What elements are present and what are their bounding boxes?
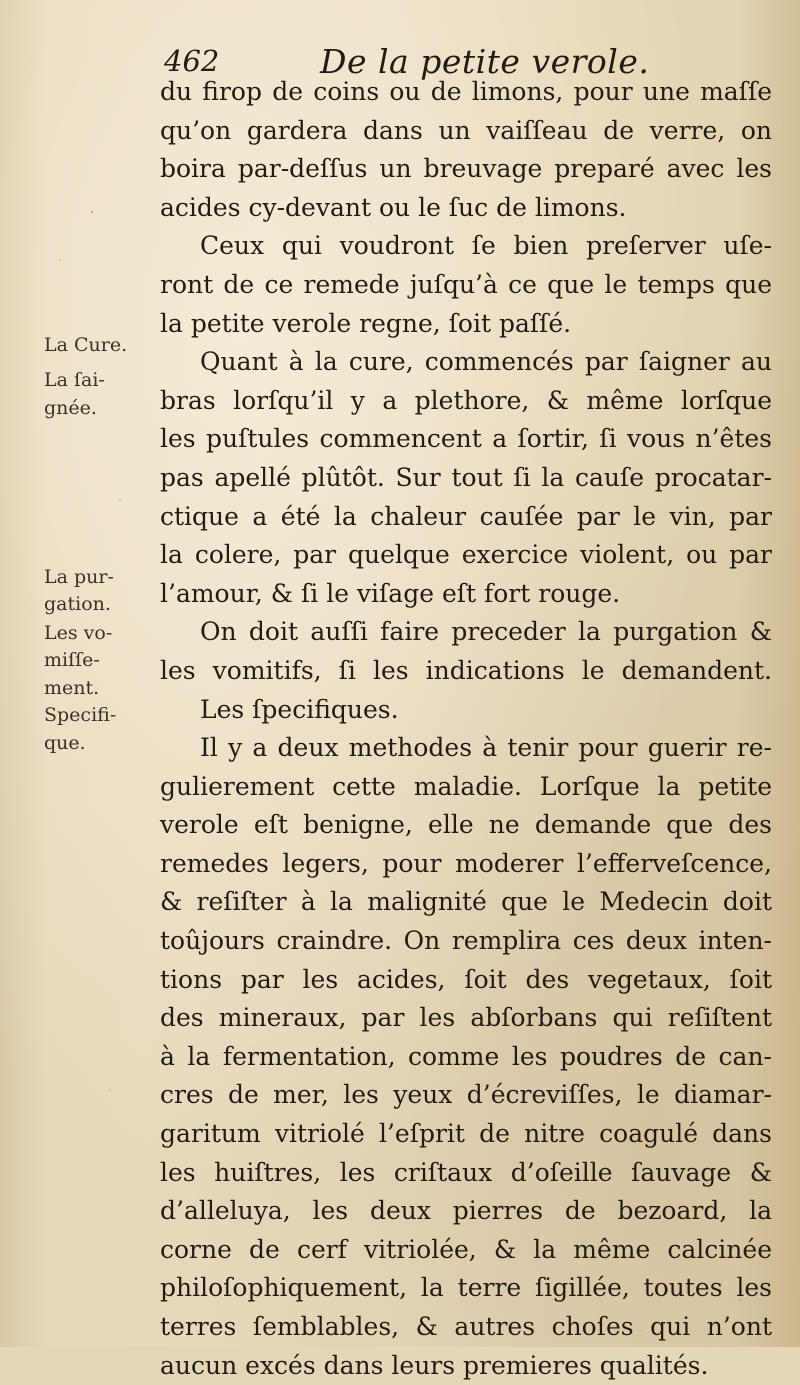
- page-number: 462: [164, 44, 220, 78]
- text-line: bras lorſqu’il y a plethore, & même lorſque: [160, 385, 772, 415]
- text-line: Quant à la cure, commencés par ſaigner au: [200, 347, 772, 377]
- text-line: tions par les acides, ſoit des vegetaux, ſoit: [160, 964, 772, 994]
- marginal-note: Les vo-: [44, 622, 113, 644]
- marginal-note: ment.: [44, 677, 100, 699]
- marginal-note: La ſai-: [44, 369, 105, 391]
- text-line: garitum vitriolé l’eſprit de nitre coagulé dans: [160, 1119, 772, 1149]
- text-line: l’amour, & ſi le viſage eſt fort rouge.: [160, 578, 621, 608]
- text-line: la petite verole regne, ſoit paſſé.: [160, 308, 572, 338]
- text-line: acides cy-devant ou le ſuc de limons.: [160, 192, 627, 222]
- marginal-note: Specifi-: [44, 704, 117, 726]
- text-line: & reſiſter à la malignité que le Medecin doit: [160, 887, 772, 917]
- text-line: On doit auſſi faire preceder la purgation &: [200, 617, 772, 647]
- text-line: gulierement cette maladie. Lorſque la petite: [160, 771, 772, 801]
- text-line: du firop de coins ou de limons, pour une maſſe: [160, 77, 772, 106]
- text-line: des mineraux, par les abſorbans qui reſiſtent: [160, 1003, 772, 1033]
- text-line: ctique a été la chaleur cauſée par le vin, par: [160, 501, 772, 531]
- text-line: ront de ce remede juſqu’à ce que le temps que: [160, 269, 772, 299]
- text-line: les vomitifs, ſi les indications le demandent.: [160, 655, 772, 685]
- text-line: verole eſt benigne, elle ne demande que des: [160, 810, 772, 840]
- marginal-note: que.: [44, 732, 86, 754]
- text-line: terres ſemblables, & autres choſes qui n’ont: [160, 1312, 772, 1341]
- text-line: les puſtules commencent a ſortir, ſi vous n’êtes: [160, 424, 772, 454]
- text-line: aucun excés dans leurs premieres qualités.: [160, 1350, 709, 1380]
- text-line: philoſophiquement, la terre ſigillée, toutes les: [160, 1273, 772, 1303]
- text-line: qu’on gardera dans un vaiſſeau de verre, on: [160, 115, 772, 145]
- text-line: Les ſpecifiques.: [200, 694, 399, 724]
- text-line: remedes legers, pour moderer l’efferveſcence,: [160, 848, 772, 878]
- marginal-note: gnée.: [44, 397, 97, 419]
- text-line: Il y a deux methodes à tenir pour guerir re-: [200, 733, 772, 763]
- marginal-note: miſſe-: [44, 649, 100, 671]
- running-title: De la petite verole.: [320, 42, 650, 81]
- text-line: boira par-deſſus un breuvage preparé avec les: [160, 154, 772, 184]
- text-line: pas apellé plûtôt. Sur tout ſi la cauſe procatar-: [160, 462, 772, 492]
- marginal-note: La pur-: [44, 566, 114, 588]
- text-line: corne de cerf vitriolée, & la même calcinée: [160, 1234, 772, 1264]
- text-line: cres de mer, les yeux d’écreviſſes, le diamar-: [160, 1080, 772, 1110]
- marginal-note: gation.: [44, 593, 111, 615]
- text-line: à la fermentation, comme les poudres de can-: [160, 1041, 772, 1071]
- marginal-note: La Cure.: [44, 334, 128, 356]
- text-line: Ceux qui voudront ſe bien preſerver uſe-: [200, 231, 772, 261]
- text-line: les huiſtres, les criſtaux d’oſeille ſauvage &: [160, 1157, 772, 1187]
- text-line: la colere, par quelque exercice violent, ou par: [160, 540, 772, 570]
- text-line: d’alleluya, les deux pierres de bezoard, la: [160, 1196, 772, 1226]
- text-line: toûjours craindre. On remplira ces deux inten-: [160, 926, 772, 956]
